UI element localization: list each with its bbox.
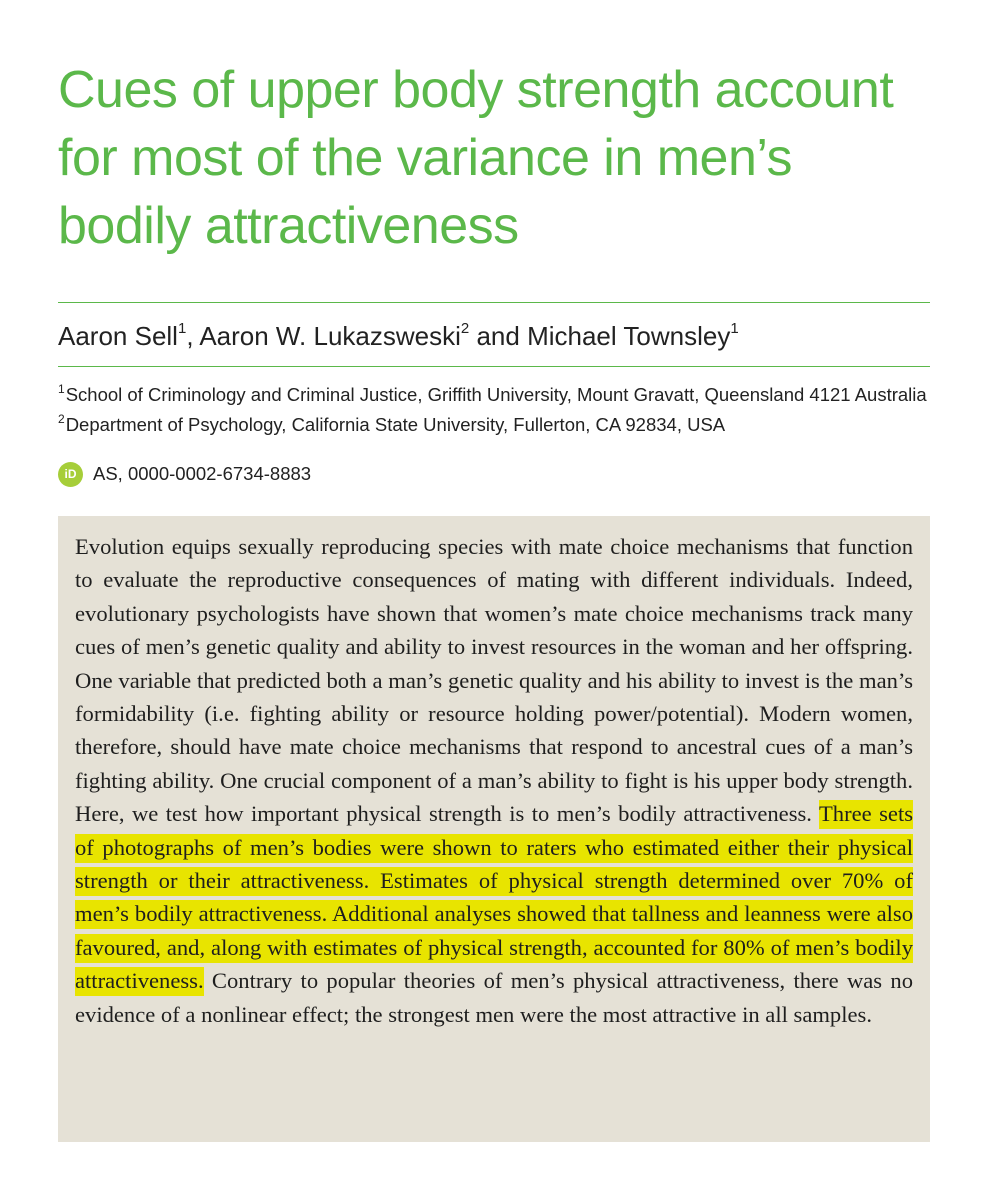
author-divider bbox=[58, 366, 930, 367]
orcid-line bbox=[58, 460, 311, 488]
title-line: bodily attractiveness bbox=[58, 197, 519, 255]
author-affiliation-marker: 1 bbox=[177, 320, 187, 338]
affiliation-marker: 1 bbox=[58, 381, 65, 396]
author-name: Aaron Sell bbox=[58, 321, 178, 351]
article-title bbox=[58, 56, 938, 260]
orcid-icon[interactable]: iD bbox=[58, 462, 83, 487]
affiliation-text: School of Criminology and Criminal Justice, Griffith University, Mount Gravatt, Queensland 4121 Australia bbox=[65, 384, 927, 405]
author-name: Michael Townsley bbox=[527, 321, 731, 351]
affiliation-text: Department of Psychology, California State University, Fullerton, CA 92834, USA bbox=[65, 414, 726, 435]
affiliation bbox=[58, 380, 927, 410]
affiliation-marker: 2 bbox=[58, 411, 65, 426]
orcid-text: AS, 0000-0002-6734-8883 bbox=[93, 463, 312, 484]
author-affiliation-marker: 1 bbox=[730, 320, 739, 338]
title-divider bbox=[58, 302, 930, 303]
author-separator: , bbox=[186, 321, 200, 351]
abstract-text-after-highlight: Contrary to popular theories of men’s physical attractiveness, there was no evidence of a nonlinear effect; the strongest men were the most attractive in all samples. bbox=[75, 968, 913, 1027]
abstract-text bbox=[75, 530, 913, 1031]
author-separator: and bbox=[469, 321, 528, 351]
abstract-highlighted-text: Three sets of photographs of men’s bodies were shown to raters who estimated either their physical strength or their attractiveness. Estimates of physical strength determined over 70% of men’s bodily attractiveness. Additional analyses showed that tallness and leanness were also favoured, and, along with estimates of physical strength, accounted for 80% of men’s bodily attractiveness. bbox=[75, 800, 913, 996]
abstract-text-before-highlight: Evolution equips sexually reproducing species with mate choice mechanisms that function to evaluate the reproductive consequences of mating with different individuals. Indeed, evolutionary psychologists have shown that women’s mate choice mechanisms track many cues of men’s genetic quality and ability to invest resources in the woman and her offspring. One variable that predicted both a man’s genetic quality and his ability to invest is the man’s formidability (i.e. fighting ability or resource holding power/potential). Modern women, therefore, should have mate choice mechanisms that respond to ancestral cues of a man’s fighting ability. One crucial component of a man’s ability to fight is his upper body strength. Here, we test how important physical strength is to men’s bodily attractiveness. bbox=[75, 534, 913, 827]
affiliation-list bbox=[58, 380, 927, 440]
author-name: Aaron W. Lukazsweski bbox=[199, 321, 461, 351]
title-line: Cues of upper body strength account bbox=[58, 61, 894, 119]
abstract-box bbox=[58, 516, 930, 1142]
title-line: for most of the variance in men’s bbox=[58, 129, 792, 187]
author-list bbox=[58, 312, 739, 360]
author-affiliation-marker: 2 bbox=[460, 320, 470, 338]
affiliation bbox=[58, 410, 927, 440]
